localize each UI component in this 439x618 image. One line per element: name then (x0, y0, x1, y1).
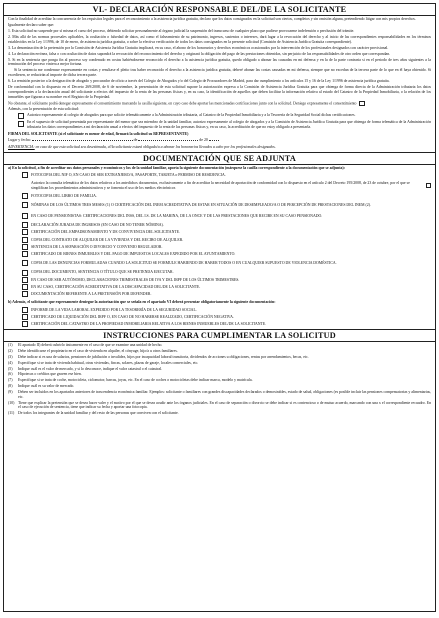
doc-checkbox[interactable] (22, 291, 28, 297)
date-de-label: de (133, 137, 138, 142)
instruction-number: (5) (8, 366, 13, 371)
instruction-item (8, 367, 431, 372)
declaration-section-title: VI.- DECLARACIÓN RESPONSABLE DEL/DE LA SOLICITANTE (4, 4, 435, 16)
instruction-item (8, 378, 431, 383)
authorize-representative-text: En el supuesto de solicitud presentada por representante del menor que sea miembro de la unidad familiar, autorizo expresamente al colegio de abogados y a la Comisión de Asistencia Jurídica Gratuita para que obtenga de forma telemática de la Administración tributaria los datos correspondientes a mi declaración anual a efectos del impuesto de la renta de las personas físicas y, en su caso, la acreditación de que no estoy obligado a presentarla. (27, 120, 431, 130)
doc-item-text: EN CASO DE SER AUTÓNOMO, DECLARACIONES TRIMESTRALES DE IVA Y DEL IRPF DE LOS ÚLTIMOS TRIMESTRES. (31, 277, 240, 282)
documentation-b-list (22, 306, 431, 328)
declaration-intro: Con la finalidad de acreditar la concurrencia de los requisitos legales para el reconocimiento a la asistencia jurídica gratuita, declaro que los datos consignados en la solicitud son ciertos, completos y sin omisión alguna, pretendiendo litigar con mis propios derechos. (8, 17, 416, 21)
doc-b-item-text: CERTIFICADO DE LIQUIDACIÓN DEL IRPF O, EN CASO DE NO HABERSE REALIZADO, CERTIFICACIÓN NEGATIVA. (31, 314, 234, 319)
declaration-point-5b: Si la sentencia me condenase expresamente en costas y resultase el pleito tras haber reconocido el derecho a la asistencia jurídica gratuita, deberé abonar las costas causadas en mi defensa, siempre que no excedan de la tercera parte de lo que en él haya obtenido. Si excediesen, se reducirán al importe de dicha tercera parte. (8, 68, 431, 78)
instruction-text: Deben ser incluidos en los apartados anteriores de trascendencia económica familiar. Ejemplos: solicitante o familiares con grandes discapacidades declarados o demostrables, estado de salud, obligaciones (es posible incluir las pensiones compensatorias y alimentarias, etc. (18, 390, 431, 399)
year-field[interactable] (209, 137, 219, 141)
doc-item-text: COPIA DE LAS DENUNCIAS FORMULADAS CUANDO LA SOLICITUD SE FORMULE HABIENDO DE HABER TODOS O EN CUALQUIER SUPUESTO DE VIOLENCIA DOMÉSTICA. (31, 261, 337, 266)
doc-b-item (22, 306, 431, 313)
doc-b-item-text: INFORME DE LA VIDA LABORAL EXPEDIDO POR LA TESORERÍA DE LA SEGURIDAD SOCIAL. (31, 307, 197, 312)
doc-b-checkbox[interactable] (22, 314, 28, 320)
doc-item-text: SENTENCIA DE LA SEPARACIÓN O DIVORCIO Y CONVENIO REGULADOR. (31, 244, 163, 249)
doc-item (22, 291, 431, 298)
declaration-also-text: Además, con la presentación de esta solicitud: (8, 106, 79, 111)
doc-item-text: COPIA DEL DOCUMENTO, SENTENCIA O TÍTULO QUE SE PRETENDA EJECUTAR. (31, 270, 174, 275)
doc-checkbox[interactable] (22, 270, 28, 276)
instruction-number: (10) (8, 400, 15, 405)
instruction-text: Tiene que explicar la pretensión que se desea hacer valer y el motivo por el que se desea acudir ante los órganos judiciales. En el caso de separación o divorcio se debe indicar si es contencioso o de mutuo acuerdo, marcando con una x el correspondiente recuadro. En el caso de ejecución de sentencia, tiene que indicar su fecha y aportar una fotocopia. (18, 400, 431, 410)
doc-item-text: EN CASO DE PENSIONISTAS: CERTIFICACIONES DEL INSS, DEL I.S. DE LA MARINA, DE LA ONCE Y DE LAS PRESTACIONES QUE RECIBE EN SU CASO PENSIONADO. (31, 213, 323, 218)
instruction-item (8, 390, 431, 399)
doc-item-text: CERTIFICACIÓN DEL EMPADRONAMIENTO Y DE CONVIVENCIA DEL SOLICITANTE. (31, 230, 181, 235)
authorize-representative-checkbox[interactable] (18, 121, 24, 127)
warning-label: ADVERTENCIA: (8, 144, 35, 149)
authorize-bar-text: Autorizo expresamente al colegio de abogados para que solicite telemáticamente a la Administración tributaria, al Catastro de la Propiedad Inmobiliaria y a la Tesorería de la Seguridad Social dichas certificaciones. (27, 112, 356, 117)
doc-b-checkbox[interactable] (22, 321, 28, 327)
instruction-item (8, 372, 431, 377)
doc-item-text: FOTOCOPIA DEL LIBRO DE FAMILIA. (31, 193, 97, 198)
doc-item (22, 269, 431, 276)
instruction-number: (1) (8, 342, 13, 347)
instruction-text: Debe identificarse el propietario en el caso de vivienda en alquiler, el cónyuge, hijo/a u otros familiares. (18, 348, 178, 353)
doc-item (22, 243, 431, 250)
instruction-text: Especifique si se trata de vivienda habitual, otras viviendas, fincas, solares, plazas de garaje, locales comerciales, etc. (18, 360, 199, 365)
date-year-label: de 20 (199, 137, 208, 142)
signature-date-line (8, 137, 431, 143)
documentation-b-intro: b) Además, el solicitante que expresamente deniegue la autorización que se señala en el apartado VI deberá presentar obligatoriamente la siguiente documentación: (8, 300, 276, 305)
doc-checkbox[interactable] (22, 260, 28, 266)
doc-item-text: DOCUMENTACIÓN REFERENTE A LA PRETENSIÓN POR DEFENDER. (31, 292, 152, 297)
instruction-item (8, 361, 431, 366)
instruction-item (8, 343, 431, 348)
signature-title: FIRMA DEL SOLICITANTE (si el solicitante es menor de edad, firmará la solicitud su REPRESENTANTE) (8, 131, 189, 136)
instruction-text: Indique cuál es su valor de mercado. (18, 384, 75, 389)
declaration-point-3: 3. La denominación de la pretensión por la Comisión de Asistencia Jurídica Gratuita implicará, en su caso, el abono de los honorarios y derechos económicos ocasionados por la intervención de los profesionales designados con carácter provisional. (8, 45, 389, 50)
doc-checkbox[interactable] (22, 172, 28, 178)
doc-checkbox[interactable] (22, 237, 28, 243)
doc-checkbox[interactable] (22, 193, 28, 199)
authorize-bar-checkbox-row (18, 113, 431, 120)
instruction-number: (4) (8, 360, 13, 365)
deny-consent-text: No obstante, el solicitante podrá denegar expresamente el consentimiento marcando la casilla siguiente, en cuyo caso debe aportar las mencionadas certificaciones junto con la solicitud. Deniego expresamente el consentimiento (8, 100, 357, 105)
declaration-point-1: 1. Esta solicitud no suspende por sí misma el curso del proceso, debiendo solicitar personalmente al órgano judicial la suspensión del transcurso de cualquier plazo que pudiese provocarme indefensión o preclusión del trámite. (8, 29, 355, 33)
declaration-section (4, 16, 435, 152)
doc-checkbox[interactable] (22, 244, 28, 250)
day-field[interactable] (103, 137, 133, 141)
doc-item (22, 210, 431, 221)
signature-block (8, 132, 431, 150)
warning-text: en caso de que esta solicitud sea desestimada, el/la solicitante estará obligado/a a abonar los honorarios llevados a cabo por los profesionales designados. (35, 144, 276, 149)
doc-item (22, 251, 431, 258)
warning-line (8, 145, 431, 150)
documentation-section (4, 165, 435, 329)
instruction-item (8, 355, 431, 360)
instruction-number: (3) (8, 354, 13, 359)
declaration-point-4: 4. La declaración errónea, falsa o con ocultación de datos supondrá la revocación del reconocimiento del derecho y originará la obligación del pago de las prestaciones obtenidas, sin perjuicio de las responsabilidades de otro orden que correspondan. (8, 51, 391, 56)
declaration-point-2: 2. Más allá de las normas procesales aplicables, la ocultación o falsedad de datos, así como el falseamiento de su patrimonio, ingresos, sustentos o intereses, dará lugar a la revocación del derecho y al inicio de las correspondientes responsabilidades en los términos establecidos en la Ley 1/1996, de 10 de enero, de asistencia jurídica gratuita, o sobre la efectiva verificación de todos los datos consignados en la presente solicitud (Comisión de Asistencia Jurídica Gratuita correspondiente). (8, 35, 431, 44)
doc-checkbox[interactable] (22, 222, 28, 228)
instruction-item (8, 384, 431, 389)
instructions-section-title: INSTRUCCIONES PARA CUMPLIMENTAR LA SOLICITUD (4, 329, 435, 342)
month-field[interactable] (138, 137, 198, 141)
doc-b-checkbox[interactable] (22, 307, 28, 313)
instruction-item (8, 401, 431, 410)
declaration-point-5: 5. Si en la sentencia que ponga fin al proceso soy condenado en costas habiéndoseme reconocido el derecho a la asistencia jurídica gratuita, quedo obligado a abonar las causadas en mi defensa y en la de la parte contraria si en el periodo de tres años siguientes a la terminación del proceso viniera a mejor fortuna. (8, 57, 431, 67)
deny-consent-line (8, 101, 431, 106)
doc-item-text: NÓMINAS DE LOS ÚLTIMOS TRES MESES (1) O CERTIFICACIÓN DEL INEM ACREDITATIVA DE ESTAR EN SITUACIÓN DE DESEMPLEADO/A O DE PERCEPCIÓN DE PRESTACIONES DEL INEM (2). (31, 202, 371, 207)
documentation-a-intro: a) En la solicitud, a fin de acreditar sus datos personales y económicos y los de la unidad familiar, aporta la siguiente documentación (márquese la casilla correspondiente a la documentación que se adjunta): (8, 165, 345, 170)
doc-item-text: CERTIFICADO DE BIENES INMUEBLES Y DEL PAGO DE IMPUESTOS LOCALES EXPEDIDO POR EL AYUNTAMIENTO. (31, 252, 236, 257)
instruction-text: Debe indicar si es una de salarios, pensiones de jubilación o invalidez, hijos por incapacidad laboral transitoria, dividendos de acciones u obligaciones, rentas por arrendamientos, becas, etc. (18, 354, 309, 359)
documentation-section-title: DOCUMENTACIÓN QUE SE ADJUNTA (4, 152, 435, 165)
doc-checkbox[interactable] (22, 284, 28, 290)
doc-checkbox[interactable] (22, 251, 28, 257)
instruction-number: (7) (8, 378, 13, 383)
authorize-bar-checkbox[interactable] (18, 113, 24, 119)
doc-item-text: COPIA DEL CONTRATO DE ALQUILER DE LA VIVIENDA Y DEL RECIBO DE ALQUILER. (31, 237, 184, 242)
instruction-number: (8) (8, 384, 13, 389)
instruction-number: (2) (8, 348, 13, 353)
doc-item-text: Autorizo la consulta telemática de los datos relativos a los antedichos documentos, exclusivamente a fin de acreditar la necesidad de aportación de conformidad con lo dispuesto en el artículo 2 del Decreto 195/2008, de 23 de octubre, por el que se simplifican los procedimientos administrativos y se fomenta el uso de los medios electrónicos (31, 181, 410, 190)
doc-item (22, 179, 431, 192)
instruction-text: Hipotecas o créditos que graven ese bien. (18, 372, 82, 377)
instruction-item (8, 349, 431, 354)
instruction-item (8, 411, 431, 416)
doc-item (22, 199, 431, 210)
doc-b-item (22, 321, 431, 328)
documentation-list (22, 172, 431, 298)
doc-item (22, 258, 431, 269)
instruction-text: De todos los integrantes de la unidad familiar y del resto de las personas que conviven con el solicitante. (18, 411, 179, 416)
declaration-consent-text: De conformidad con lo dispuesto en el Decreto 269/2008, de 6 de noviembre, la presentación de esta solicitud supone la autorización expresa a la Comisión de Asistencia Jurídica Gratuita para que obtenga de forma directa de la Administración tributaria los datos correspondientes a la declaración anual del solicitante a efectos del impuesto de la renta de las personas físicas y, en su caso, la identificación de aquellos que deben facilitar la información relativa al estado del Catastro de la Propiedad Inmobiliaria, o la relación de los inmuebles que figuran a su nombre en el Registro de la Propiedad. (8, 85, 431, 99)
place-date-label: Lugar y fecha: (8, 137, 31, 142)
doc-checkbox[interactable] (22, 277, 28, 283)
doc-item (22, 283, 431, 290)
doc-item (22, 276, 431, 283)
declaration-point-6: 6. La remisión posterior a la designación de abogado y procurador de oficio a través del Colegio de Abogados y/o del Colegio de Procuradores de Madrid, para dar cumplimiento a los artículos 15 y 16 de la Ley 1/1996 de asistencia jurídica gratuita. (8, 79, 390, 84)
deny-consent-checkbox[interactable] (359, 101, 365, 106)
instruction-text: El apartado II) deberá cubrirlo únicamente en el caso de que se examine una unidad de hecho. (18, 342, 163, 347)
authorize-representative-checkbox-row (18, 120, 431, 129)
doc-checkbox[interactable] (22, 229, 28, 235)
doc-item (22, 229, 431, 236)
doc-item-text: DECLARACIÓN JURADA DE INGRESOS (EN CASO DE NO TENER NÓMINA). (31, 222, 164, 227)
doc-item (22, 192, 431, 199)
declaration-intro-b: Igualmente declaro saber que: (8, 23, 55, 27)
instruction-number: (6) (8, 372, 13, 377)
application-form-page (3, 3, 436, 612)
doc-b-item (22, 313, 431, 320)
doc-checkbox[interactable] (22, 202, 28, 208)
doc-item (22, 236, 431, 243)
doc-checkbox[interactable] (22, 213, 28, 219)
doc-item-text: EN SU CASO, CERTIFICACIÓN ACREDITATIVA DE LA DISCAPACIDAD DEL/DE LA SOLICITANTE. (31, 285, 201, 290)
doc-item-text: FOTOCOPIA DEL NIF O, EN CASO DE SER EXTRANJERO/A, PASAPORTE, TARJETA o PERMISO DE RESIDENCIA. (31, 173, 226, 178)
instruction-text: Especifique si se trata de coche, motocicleta, ciclomotor, barcas, joyas, etc. En el caso de coches o motocicletas debe indicar marca, modelo y matrícula. (18, 378, 253, 383)
instruction-number: (9) (8, 390, 13, 395)
instruction-text: Indique cuál es el valor de mercado, y si lo desconoce, indique el valor catastral o el catastral. (18, 366, 163, 371)
place-field[interactable] (32, 137, 102, 141)
doc-b-item-text: CERTIFICACIÓN DEL CATASTRO DE LA PROPIEDAD INMOBILIARIA RELATIVA A LOS BIENES INMUEBLES DEL/DE LA SOLICITANTE. (31, 322, 267, 327)
instruction-number: (11) (8, 411, 15, 416)
doc-item (22, 221, 431, 228)
doc-item (22, 172, 431, 179)
instructions-section (4, 342, 435, 419)
doc-consult-checkbox[interactable] (426, 183, 431, 188)
